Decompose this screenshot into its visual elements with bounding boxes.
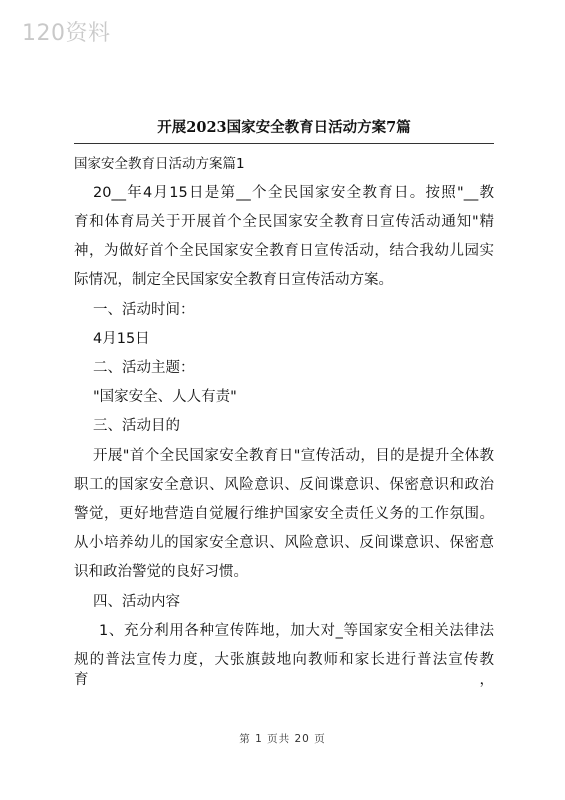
watermark-logo: 120资料 bbox=[22, 21, 111, 46]
section-heading: 国家安全教育日活动方案篇1 bbox=[74, 156, 245, 172]
list-heading: 一、活动时间： bbox=[93, 302, 195, 318]
paragraph-line: 职工的国家安全意识、风险意识、反间谍意识、保密意识和政治 bbox=[74, 477, 494, 493]
paragraph-line: 从小培养幼儿的国家安全意识、风险意识、反间谍意识、保密意 bbox=[74, 535, 494, 551]
paragraph-line: 神，为做好首个全民国家安全教育日宣传活动，结合我幼儿园实 bbox=[74, 243, 494, 259]
title-underline bbox=[74, 143, 494, 144]
paragraph-line: 警觉，更好地营造自觉履行维护国家安全责任义务的工作氛围。 bbox=[74, 506, 494, 522]
list-heading: 二、活动主题： bbox=[93, 360, 195, 376]
paragraph-line: 规的普法宣传力度，大张旗鼓地向教师和家长进行普法宣传教育， bbox=[74, 652, 494, 688]
paragraph-line: 际情况，制定全民国家安全教育日宣传活动方案。 bbox=[74, 272, 393, 288]
paragraph-line: "国家安全、人人有责" bbox=[93, 389, 237, 405]
document-title: 开展2023国家安全教育日活动方案7篇 bbox=[157, 119, 411, 136]
paragraph-line: 4月15日 bbox=[93, 331, 150, 347]
paragraph-line: 20__年4月15日是第__个全民国家安全教育日。按照"__教 bbox=[93, 185, 494, 201]
paragraph-line: 育和体育局关于开展首个全民国家安全教育日宣传活动通知"精 bbox=[74, 214, 494, 230]
list-heading: 四、活动内容 bbox=[93, 594, 180, 610]
paragraph-line: 1、充分利用各种宣传阵地，加大对_等国家安全相关法律法 bbox=[99, 623, 494, 639]
page-number-footer: 第 1 页共 20 页 bbox=[239, 733, 326, 745]
list-heading: 三、活动目的 bbox=[93, 418, 180, 434]
paragraph-line: 识和政治警觉的良好习惯。 bbox=[74, 564, 248, 580]
paragraph-line: 开展"首个全民国家安全教育日"宣传活动，目的是提升全体教 bbox=[93, 448, 494, 464]
